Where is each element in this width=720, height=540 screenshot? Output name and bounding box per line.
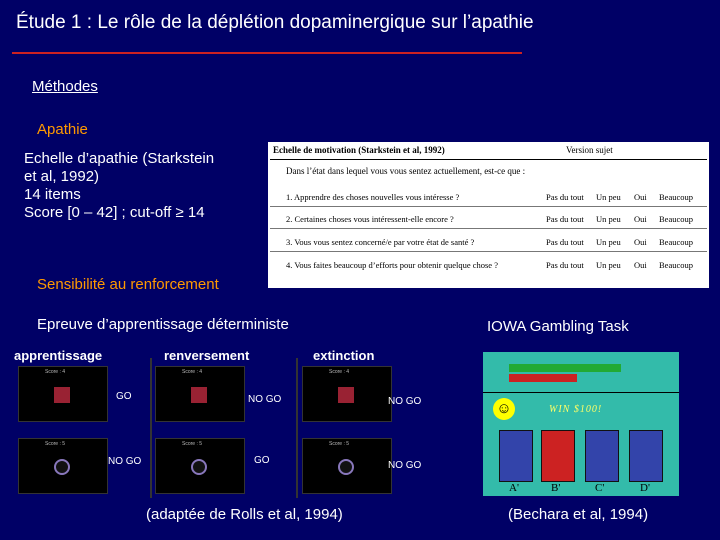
go-label: NO GO bbox=[108, 456, 142, 467]
go-label: GO bbox=[116, 391, 132, 402]
answer-option: Un peu bbox=[596, 214, 621, 224]
iowa-heading: IOWA Gambling Task bbox=[487, 318, 629, 335]
answer-option: Beaucoup bbox=[659, 260, 693, 270]
screen-score: Score : 5 bbox=[329, 441, 350, 447]
task-screen bbox=[18, 366, 108, 422]
stimulus-a-icon bbox=[191, 387, 207, 403]
gain-bar bbox=[509, 364, 621, 372]
questionnaire-rule bbox=[270, 159, 707, 160]
stimulus-b-icon bbox=[54, 459, 70, 475]
loss-bar bbox=[509, 374, 577, 382]
screen-score: Score : 4 bbox=[182, 369, 203, 375]
phase-divider bbox=[296, 358, 298, 498]
task-screen bbox=[155, 366, 245, 422]
deck-c bbox=[585, 430, 619, 482]
screen-score: Score : 4 bbox=[45, 369, 66, 375]
deck-label: A' bbox=[509, 482, 519, 494]
bechara-citation: (Bechara et al, 1994) bbox=[508, 506, 649, 523]
apathie-line: Score [0 – 42] ; cut-off ≥ 14 bbox=[24, 204, 205, 221]
answer-option: Pas du tout bbox=[546, 260, 584, 270]
item-text: 3. Vous vous sentez concerné/e par votre état de santé ? bbox=[286, 237, 475, 247]
smiley-icon: ☺ bbox=[493, 398, 515, 420]
questionnaire-row-rule bbox=[270, 206, 707, 207]
answer-option: Oui bbox=[634, 192, 647, 202]
item-text: 4. Vous faites beaucoup d’efforts pour obtenir quelque chose ? bbox=[286, 260, 498, 270]
methodes-heading: Méthodes bbox=[32, 78, 98, 95]
phase-apprentissage-label: apprentissage bbox=[14, 348, 103, 363]
questionnaire-intro: Dans l’état dans lequel vous vous sentez actuellement, est-ce que : bbox=[286, 166, 526, 176]
apathie-line: 14 items bbox=[24, 186, 81, 203]
rolls-citation: (adaptée de Rolls et al, 1994) bbox=[146, 506, 343, 523]
answer-option: Beaucoup bbox=[659, 237, 693, 247]
questionnaire-row-rule bbox=[270, 228, 707, 229]
phase-renversement-label: renversement bbox=[164, 348, 250, 363]
go-label: NO GO bbox=[388, 396, 422, 407]
questionnaire-version: Version sujet bbox=[566, 145, 613, 155]
iowa-task-image bbox=[483, 352, 679, 496]
answer-option: Un peu bbox=[596, 260, 621, 270]
win-text: WIN $100! bbox=[549, 404, 603, 415]
item-text: 1. Apprendre des choses nouvelles vous intéresse ? bbox=[286, 192, 460, 202]
stimulus-a-icon bbox=[54, 387, 70, 403]
stimulus-a-icon bbox=[338, 387, 354, 403]
title-underline bbox=[12, 52, 522, 54]
deck-b bbox=[541, 430, 575, 482]
answer-option: Un peu bbox=[596, 237, 621, 247]
stimulus-b-icon bbox=[338, 459, 354, 475]
slide-title: Étude 1 : Le rôle de la déplétion dopaminergique sur l’apathie bbox=[16, 12, 534, 33]
apathie-description bbox=[24, 150, 214, 222]
task-screen bbox=[155, 438, 245, 494]
motivation-scale-image bbox=[268, 142, 709, 288]
task-screen bbox=[302, 366, 392, 422]
item-text: 2. Certaines choses vous intéressent-elle encore ? bbox=[286, 214, 454, 224]
sensibilite-heading: Sensibilité au renforcement bbox=[37, 276, 219, 293]
answer-option: Un peu bbox=[596, 192, 621, 202]
answer-option: Pas du tout bbox=[546, 237, 584, 247]
task-screen bbox=[302, 438, 392, 494]
questionnaire-row-rule bbox=[270, 251, 707, 252]
answer-option: Beaucoup bbox=[659, 192, 693, 202]
iowa-score-panel bbox=[483, 352, 679, 393]
deck-d bbox=[629, 430, 663, 482]
go-label: NO GO bbox=[388, 460, 422, 471]
screen-score: Score : 4 bbox=[329, 369, 350, 375]
deck-label: B' bbox=[551, 482, 561, 494]
apathie-heading: Apathie bbox=[37, 121, 88, 138]
answer-option: Pas du tout bbox=[546, 214, 584, 224]
stimulus-b-icon bbox=[191, 459, 207, 475]
questionnaire-item bbox=[268, 260, 709, 276]
answer-option: Beaucoup bbox=[659, 214, 693, 224]
answer-option: Oui bbox=[634, 214, 647, 224]
task-screen bbox=[18, 438, 108, 494]
go-label: NO GO bbox=[248, 394, 282, 405]
deck-a bbox=[499, 430, 533, 482]
answer-option: Pas du tout bbox=[546, 192, 584, 202]
deck-label: C' bbox=[595, 482, 605, 494]
deck-label: D' bbox=[640, 482, 650, 494]
phase-divider bbox=[150, 358, 152, 498]
apathie-line: et al, 1992) bbox=[24, 168, 100, 185]
apathie-line: Echelle d’apathie (Starkstein bbox=[24, 150, 215, 167]
answer-option: Oui bbox=[634, 237, 647, 247]
phase-extinction-label: extinction bbox=[313, 348, 375, 363]
screen-score: Score : 5 bbox=[182, 441, 203, 447]
screen-score: Score : 5 bbox=[45, 441, 66, 447]
answer-option: Oui bbox=[634, 260, 647, 270]
go-label: GO bbox=[254, 455, 270, 466]
epreuve-heading: Epreuve d’apprentissage déterministe bbox=[37, 316, 289, 333]
questionnaire-header: Echelle de motivation (Starkstein et al, 1992) bbox=[273, 145, 445, 155]
